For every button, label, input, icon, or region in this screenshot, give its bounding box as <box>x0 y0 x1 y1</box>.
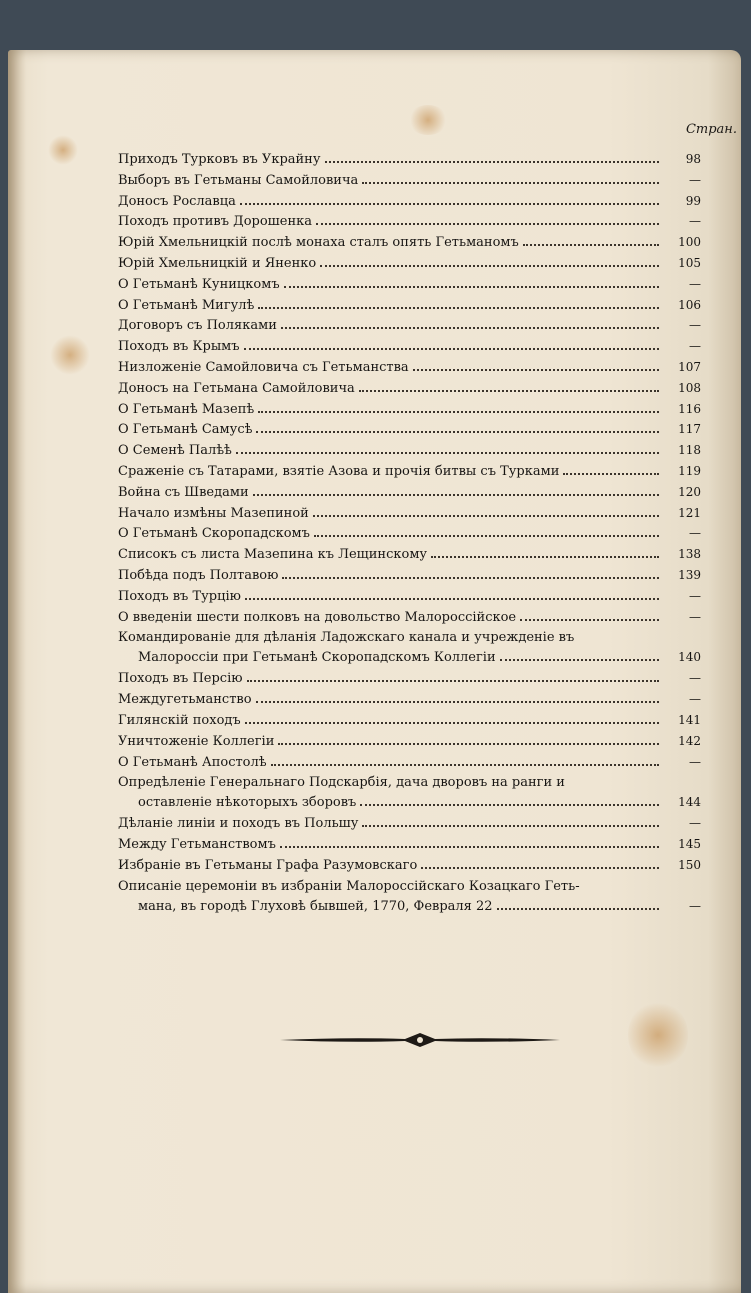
toc-entry-page: — <box>689 816 701 831</box>
dot-leader <box>284 286 659 288</box>
toc-entry-page: 99 <box>685 193 701 208</box>
toc-entry-page: — <box>689 609 701 624</box>
toc-entry <box>118 256 701 277</box>
dot-leader <box>421 867 659 869</box>
toc-entry <box>118 235 701 256</box>
toc-entry <box>118 194 701 215</box>
toc-entry-title: О Гетьманѣ Апостолѣ <box>118 754 267 770</box>
toc-entry-title: Низложеніе Самойловича съ Гетьманства <box>118 359 409 375</box>
dot-leader <box>325 161 660 163</box>
toc-entry-page: 120 <box>678 484 701 499</box>
toc-entry <box>118 277 701 298</box>
dot-leader <box>245 598 659 600</box>
toc-entry-page: — <box>689 214 701 229</box>
toc-entry-page: 105 <box>678 255 701 270</box>
dot-leader <box>362 182 659 184</box>
toc-entry <box>118 464 701 485</box>
table-of-contents <box>118 152 701 920</box>
toc-entry <box>118 152 701 173</box>
toc-entry-page: 141 <box>678 712 701 727</box>
toc-entry-page: — <box>689 588 701 603</box>
toc-entry-title: Опредѣленіе Генеральнаго Подскарбія, дача дворовъ на ранги и <box>118 775 565 791</box>
toc-entry-page: — <box>689 172 701 187</box>
toc-entry-page: 140 <box>678 650 701 665</box>
toc-entry <box>118 360 701 381</box>
toc-entry-page: 121 <box>678 505 701 520</box>
dot-leader <box>431 556 659 558</box>
toc-entry-title: Начало измѣны Мазепиной <box>118 505 309 521</box>
toc-entry-title: Приходъ Турковъ въ Украйну <box>118 152 321 167</box>
toc-entry-page: — <box>689 526 701 541</box>
toc-entry-page: — <box>689 671 701 686</box>
toc-entry <box>118 339 701 360</box>
toc-entry-title: Избраніе въ Гетьманы Графа Разумовскаго <box>118 857 418 873</box>
toc-entry-title: Уничтоженіе Коллегіи <box>118 733 275 749</box>
dot-leader <box>320 265 659 267</box>
toc-entry <box>118 671 701 692</box>
toc-entry-title: О Гетьманѣ Скоропадскомъ <box>118 526 310 542</box>
dot-leader <box>258 411 659 413</box>
foxing-stain <box>408 105 448 135</box>
dot-leader <box>359 390 659 392</box>
toc-entry <box>118 816 701 837</box>
dot-leader <box>563 473 659 475</box>
toc-entry <box>118 298 701 319</box>
toc-entry-page: 100 <box>678 235 701 250</box>
toc-entry-page: — <box>689 318 701 333</box>
toc-entry-title: О Гетьманѣ Мазепѣ <box>118 401 255 417</box>
toc-entry-page: 145 <box>678 837 701 852</box>
dot-leader <box>520 619 659 621</box>
toc-entry-title: Дѣланіе линіи и походъ въ Польшу <box>118 816 359 832</box>
toc-entry-title: Доносъ Рославца <box>118 193 236 209</box>
toc-entry-title: Гилянскій походъ <box>118 712 241 728</box>
toc-entry-page: 139 <box>678 567 701 582</box>
toc-entry-page: 119 <box>678 463 701 478</box>
toc-entry-title: Командированіе для дѣланія Ладожскаго канала и учрежденіе въ <box>118 630 575 646</box>
toc-entry-title-continued: мана, въ городѣ Глуховѣ бывшей, 1770, Февраля 22 <box>138 898 493 914</box>
toc-entry <box>118 879 701 920</box>
toc-entry-title: Доносъ на Гетьмана Самойловича <box>118 380 355 396</box>
toc-entry-page: 144 <box>678 795 701 810</box>
toc-entry-title: Походъ въ Турцію <box>118 588 241 604</box>
toc-entry <box>118 506 701 527</box>
toc-entry <box>118 526 701 547</box>
dot-leader <box>316 223 659 225</box>
toc-entry-title: О Гетьманѣ Мигулѣ <box>118 297 255 313</box>
toc-entry-title: Походъ противъ Дорошенка <box>118 214 312 230</box>
dot-leader <box>244 348 659 350</box>
toc-entry <box>118 443 701 464</box>
dot-leader <box>313 515 659 517</box>
dot-leader <box>360 804 659 806</box>
toc-entry <box>118 755 701 776</box>
toc-entry <box>118 775 701 816</box>
toc-entry-title: Между Гетьманствомъ <box>118 837 276 853</box>
dot-leader <box>245 722 659 724</box>
dot-leader <box>413 369 659 371</box>
foxing-stain <box>50 335 90 375</box>
dot-leader <box>314 535 659 537</box>
toc-entry-page: — <box>689 276 701 291</box>
dot-leader <box>523 244 659 246</box>
dot-leader <box>362 825 659 827</box>
toc-entry-title: Междугетьманство <box>118 692 252 708</box>
dot-leader <box>278 743 659 745</box>
toc-entry-title: Походъ въ Крымъ <box>118 339 240 355</box>
toc-entry-title: О введеніи шести полковъ на довольство Малороссійское <box>118 609 517 625</box>
toc-entry-page: 142 <box>678 733 701 748</box>
dot-leader <box>500 659 659 661</box>
toc-entry <box>118 630 701 671</box>
ornament-divider <box>280 1030 560 1050</box>
toc-entry <box>118 422 701 443</box>
toc-entry-page: 98 <box>685 152 701 166</box>
toc-entry <box>118 214 701 235</box>
toc-entry-page: 117 <box>678 422 701 437</box>
dot-leader <box>256 431 659 433</box>
toc-entry <box>118 692 701 713</box>
toc-entry <box>118 837 701 858</box>
dot-leader <box>236 452 659 454</box>
toc-entry <box>118 568 701 589</box>
dot-leader <box>247 680 659 682</box>
toc-entry-title: Списокъ съ листа Мазепина къ Лещинскому <box>118 547 428 563</box>
toc-entry-title-continued: Малороссіи при Гетьманѣ Скоропадскомъ Коллегіи <box>138 650 496 666</box>
toc-entry <box>118 858 701 879</box>
toc-entry <box>118 610 701 631</box>
toc-entry-title: О Гетьманѣ Самусѣ <box>118 422 253 438</box>
dot-leader <box>240 203 659 205</box>
dot-leader <box>281 327 659 329</box>
toc-entry-page: 118 <box>678 443 701 458</box>
dot-leader <box>282 577 659 579</box>
toc-entry <box>118 402 701 423</box>
toc-entry-page: — <box>689 692 701 707</box>
toc-entry <box>118 547 701 568</box>
toc-entry <box>118 381 701 402</box>
dot-leader <box>497 908 659 910</box>
toc-entry-page: 108 <box>678 380 701 395</box>
toc-entry-title: Юрій Хмельницкій послѣ монаха сталъ опять Гетьманомъ <box>118 235 519 251</box>
foxing-stain <box>628 1000 688 1070</box>
dot-leader <box>256 701 659 703</box>
toc-entry-page: 150 <box>678 857 701 872</box>
toc-entry-title: Юрій Хмельницкій и Яненко <box>118 255 317 271</box>
toc-entry-title: Договоръ съ Поляками <box>118 318 277 334</box>
toc-entry-page: — <box>689 898 701 913</box>
toc-entry-page: 116 <box>678 401 701 416</box>
toc-entry-title: О Гетьманѣ Куницкомъ <box>118 276 280 292</box>
toc-entry <box>118 485 701 506</box>
dot-leader <box>280 846 659 848</box>
toc-entry-page: — <box>689 754 701 769</box>
toc-entry-title: Побѣда подъ Полтавою <box>118 567 279 583</box>
toc-entry-title: Походъ въ Персію <box>118 671 243 687</box>
toc-entry <box>118 734 701 755</box>
toc-entry-title-continued: оставленіе нѣкоторыхъ зборовъ <box>138 795 357 811</box>
toc-entry-page: 138 <box>678 547 701 562</box>
toc-entry-title: Сраженіе съ Татарами, взятіе Азова и прочія битвы съ Турками <box>118 463 560 479</box>
dot-leader <box>258 307 659 309</box>
toc-entry-title: Описаніе церемоніи въ избраніи Малороссійскаго Козацкаго Геть- <box>118 878 580 894</box>
toc-entry-page: 106 <box>678 297 701 312</box>
toc-entry <box>118 589 701 610</box>
dot-leader <box>271 764 659 766</box>
toc-entry <box>118 173 701 194</box>
toc-entry-page: — <box>689 339 701 354</box>
page-column-header: Стран. <box>685 122 737 137</box>
toc-entry <box>118 318 701 339</box>
dot-leader <box>253 494 659 496</box>
toc-entry-title: Выборъ въ Гетьманы Самойловича <box>118 172 359 188</box>
toc-entry-page: 107 <box>678 359 701 374</box>
toc-entry <box>118 713 701 734</box>
toc-entry-title: О Семенѣ Палѣѣ <box>118 443 232 459</box>
toc-entry-title: Война съ Шведами <box>118 484 249 500</box>
foxing-stain <box>48 135 78 165</box>
